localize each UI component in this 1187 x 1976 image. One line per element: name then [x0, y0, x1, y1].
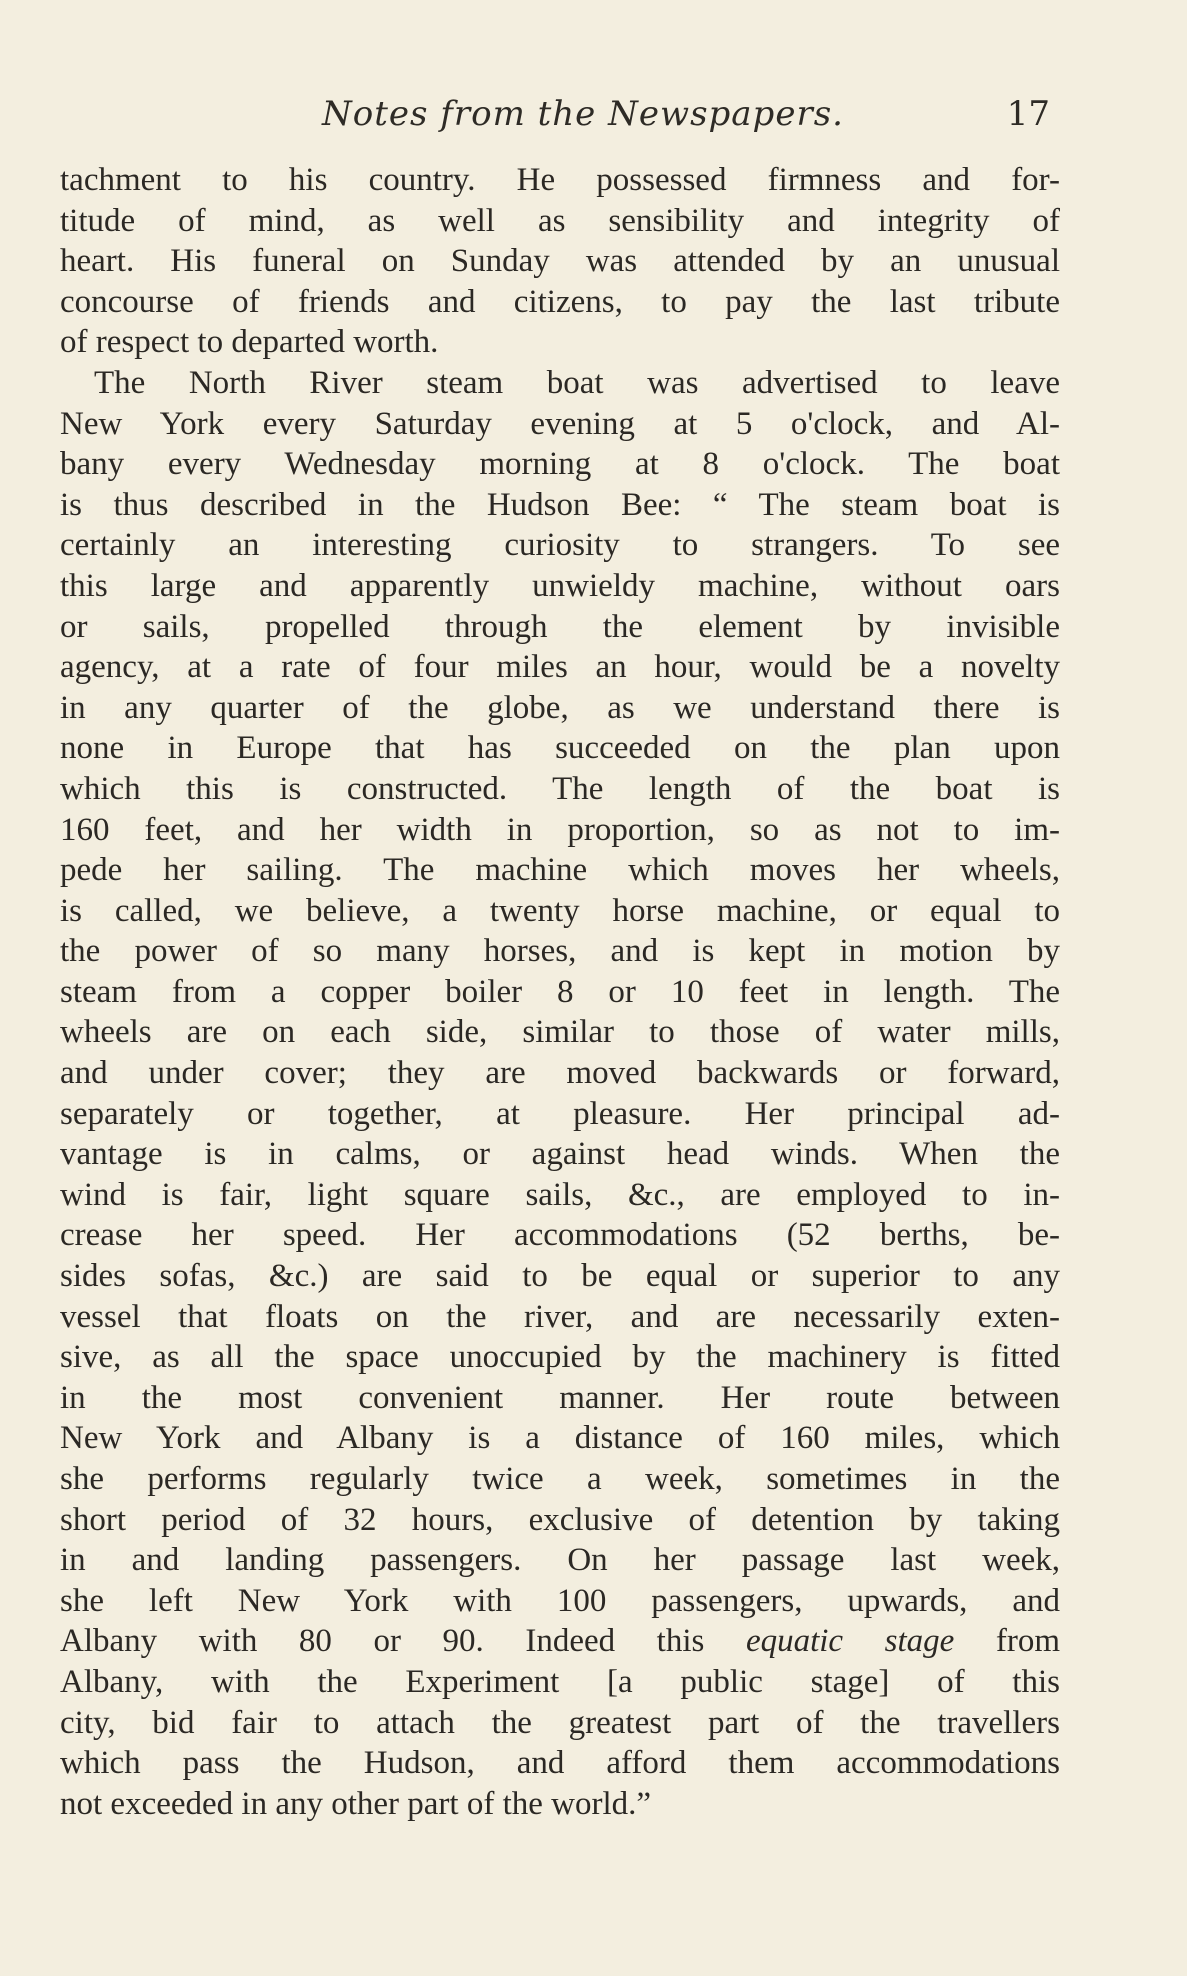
- text-line: not exceeded in any other part of the world.”: [60, 1785, 652, 1822]
- text-line: certainly an interesting curiosity to strangers. To see: [60, 527, 1060, 564]
- text-line: steam from a copper boiler 8 or 10 feet in length. The: [60, 973, 1060, 1010]
- text-line: none in Europe that has succeeded on the plan upon: [60, 730, 1060, 767]
- running-head: [60, 94, 1050, 142]
- text-line: The North River steam boat was advertised to leave: [94, 364, 1060, 401]
- text-line: sides sofas, &c.) are said to be equal or superior to any: [60, 1258, 1060, 1295]
- text-line: heart. His funeral on Sunday was attended by an unusual: [60, 243, 1060, 280]
- text-line: wind is fair, light square sails, &c., are employed to in-: [60, 1176, 1060, 1213]
- text-line: which this is constructed. The length of the boat is: [60, 770, 1060, 807]
- text-line: bany every Wednesday morning at 8 o'clock. The boat: [60, 446, 1060, 483]
- text-line: crease her speed. Her accommodations (52 berths, be-: [60, 1217, 1060, 1254]
- text-line-with-emphasis: [60, 1621, 1060, 1662]
- paragraph-continued: [60, 160, 1060, 363]
- text-line: pede her sailing. The machine which moves her wheels,: [60, 852, 1060, 889]
- text-line: vantage is in calms, or against head winds. When the: [60, 1136, 1060, 1173]
- text-line: sive, as all the space unoccupied by the machinery is fitted: [60, 1339, 1060, 1376]
- text-line: 160 feet, and her width in proportion, so as not to im-: [60, 811, 1060, 848]
- text-line: New York and Albany is a distance of 160 miles, which: [60, 1420, 1060, 1457]
- text-line: in any quarter of the globe, as we understand there is: [60, 689, 1060, 726]
- text-line: this large and apparently unwieldy machine, without oars: [60, 567, 1060, 604]
- text-line: vessel that floats on the river, and are necessarily exten-: [60, 1298, 1060, 1335]
- text-line: and under cover; they are moved backwards or forward,: [60, 1055, 1060, 1092]
- text-line: is called, we believe, a twenty horse machine, or equal to: [60, 892, 1060, 929]
- text-line: is thus described in the Hudson Bee: “ The steam boat is: [60, 486, 1060, 523]
- body-text: [60, 160, 1060, 1824]
- text-line: concourse of friends and citizens, to pay the last tribute: [60, 283, 1060, 320]
- text-line: tachment to his country. He possessed firmness and for-: [60, 162, 1060, 198]
- text-segment: from: [995, 1623, 1061, 1660]
- paragraph-steam-boat: [60, 363, 1060, 1824]
- text-line: short period of 32 hours, exclusive of detention by taking: [60, 1501, 1060, 1538]
- text-line: which pass the Hudson, and afford them accommodations: [60, 1745, 1060, 1782]
- emphasized-phrase: equatic stage: [745, 1623, 955, 1660]
- text-line: agency, at a rate of four miles an hour, would be a novelty: [60, 649, 1060, 686]
- text-line: the power of so many horses, and is kept in motion by: [60, 933, 1060, 970]
- text-line: New York every Saturday evening at 5 o'clock, and Al-: [60, 405, 1060, 442]
- text-line: she left New York with 100 passengers, upwards, and: [60, 1582, 1060, 1619]
- text-line: in the most convenient manner. Her route between: [60, 1379, 1060, 1416]
- text-line: wheels are on each side, similar to those of water mills,: [60, 1014, 1060, 1051]
- text-line: or sails, propelled through the element by invisible: [60, 608, 1060, 645]
- text-line: separately or together, at pleasure. Her principal ad-: [60, 1095, 1060, 1132]
- text-segment: Albany with 80 or 90. Indeed this: [60, 1623, 705, 1660]
- page-number: 17: [1006, 94, 1050, 134]
- text-line: titude of mind, as well as sensibility and integrity of: [60, 202, 1060, 239]
- text-line: Albany, with the Experiment [a public stage] of this: [60, 1663, 1060, 1700]
- running-title: Notes from the Newspapers.: [322, 94, 844, 134]
- text-line: of respect to departed worth.: [60, 324, 439, 361]
- text-line: she performs regularly twice a week, sometimes in the: [60, 1461, 1060, 1497]
- text-line: in and landing passengers. On her passage last week,: [60, 1542, 1060, 1579]
- text-line: city, bid fair to attach the greatest part of the travellers: [60, 1704, 1060, 1741]
